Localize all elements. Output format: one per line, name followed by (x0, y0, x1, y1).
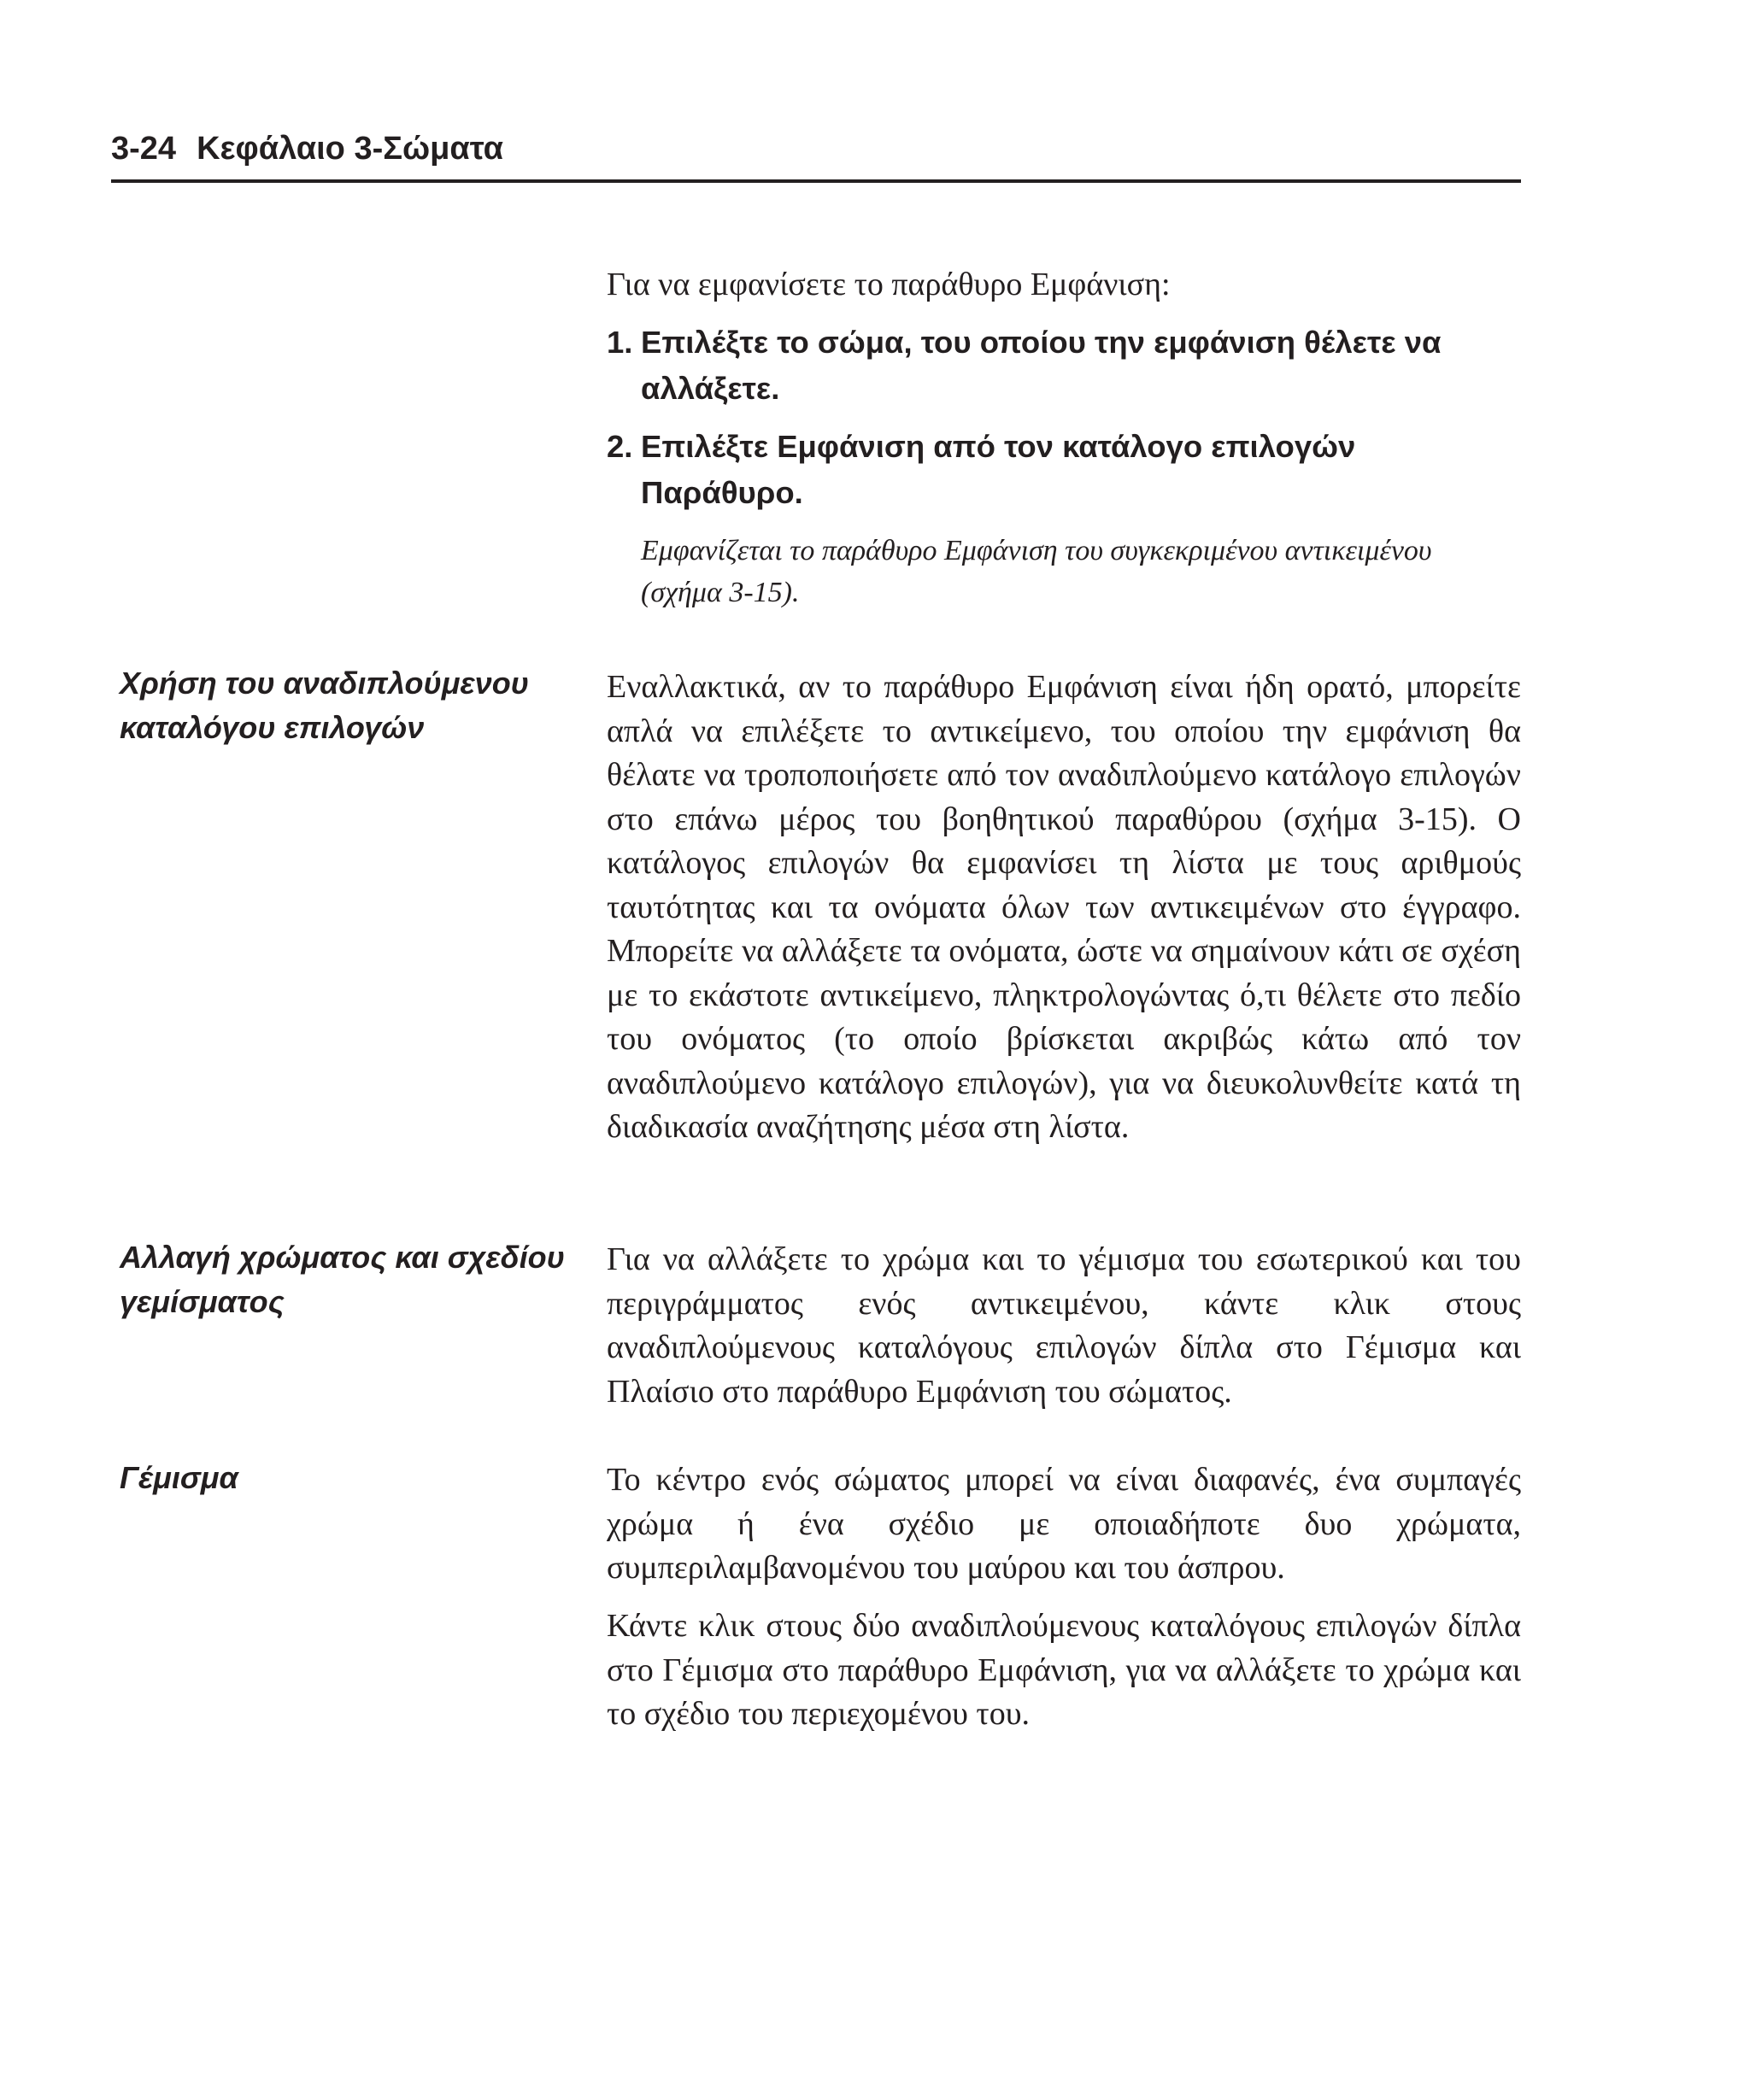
step-number: 1. (607, 325, 633, 360)
step-2 (607, 424, 1461, 516)
section-paragraph-dropdown: Εναλλακτικά, αν το παράθυρο Εμφάνιση είναι ήδη ορατό, μπορείτε απλά να επιλέξετε το αντικείμενο, του οποίου την εμφάνιση θα θέλατε να τροποποιήσετε από τον αναδιπλούμενο κατάλογο επιλογών στο επάνω μέρος του βοηθητικού παραθύρου (σχήμα 3-15). Ο κατάλογος επιλογών θα εμφανίσει τη λίστα με τους αριθμούς ταυτότητας και τα ονόματα όλων των αντικειμένων στο έγγραφο. Μπορείτε να αλλάξετε τα ονόματα, ώστε να σημαίνουν κάτι σε σχέση με το εκάστοτε αντικείμενο, πληκτρολογώντας ό,τι θέλετε στο πεδίο του ονόματος (το οποίο βρίσκεται ακριβώς κάτω από τον αναδιπλούμενο κατάλογο επιλογών), για να διευκολυνθείτε κατά τη διαδικασία αναζήτησης μέσα στη λίστα. (607, 669, 1521, 1145)
page-number: 3-24 (111, 131, 177, 167)
section-label-fill-color: Αλλαγή χρώματος και σχεδίου γεμίσματος (120, 1240, 565, 1319)
page-header (111, 126, 1521, 171)
section-label-fill: Γέμισμα (120, 1460, 238, 1495)
step-text: Επιλέξτε το σώμα, του οποίου την εμφάνιση θέλετε να αλλάξετε. (641, 325, 1442, 406)
section-paragraph-fill-color: Για να αλλάξετε το χρώμα και το γέμισμα του εσωτερικού και του περιγράμματος ενός αντικειμένου, κάντε κλικ στους αναδιπλούμενους καταλόγους επιλογών δίπλα στο Γέμισμα και Πλαίσιο στο παράθυρο Εμφάνιση του σώματος. (607, 1241, 1521, 1410)
step-text: Επιλέξτε Εμφάνιση από τον κατάλογο επιλογών Παράθυρο. (641, 429, 1356, 510)
section-label-dropdown: Χρήση του αναδιπλούμενου καταλόγου επιλογών (120, 666, 529, 745)
step-number: 2. (607, 429, 633, 464)
intro-text: Για να εμφανίσετε το παράθυρο Εμφάνιση: (607, 267, 1171, 302)
section-paragraph-fill-2: Κάντε κλικ στους δύο αναδιπλούμενους καταλόγους επιλογών δίπλα στο Γέμισμα στο παράθυρο Εμφάνιση, για να αλλάξετε το χρώμα και το σχέδιο του περιεχομένου του. (607, 1608, 1521, 1732)
step-2-result: Εμφανίζεται το παράθυρο Εμφάνιση του συγκεκριμένου αντικειμένου (σχήμα 3-15). (641, 535, 1432, 608)
section-paragraph-fill-1: Το κέντρο ενός σώματος μπορεί να είναι διαφανές, ένα συμπαγές χρώμα ή ένα σχέδιο με οποιαδήποτε δυο χρώματα, συμπεριλαμβανομένου του μαύρου και του άσπρου. (607, 1462, 1521, 1586)
chapter-title: Κεφάλαιο 3-Σώματα (197, 131, 504, 167)
step-1 (607, 320, 1461, 412)
header-rule (111, 179, 1521, 183)
